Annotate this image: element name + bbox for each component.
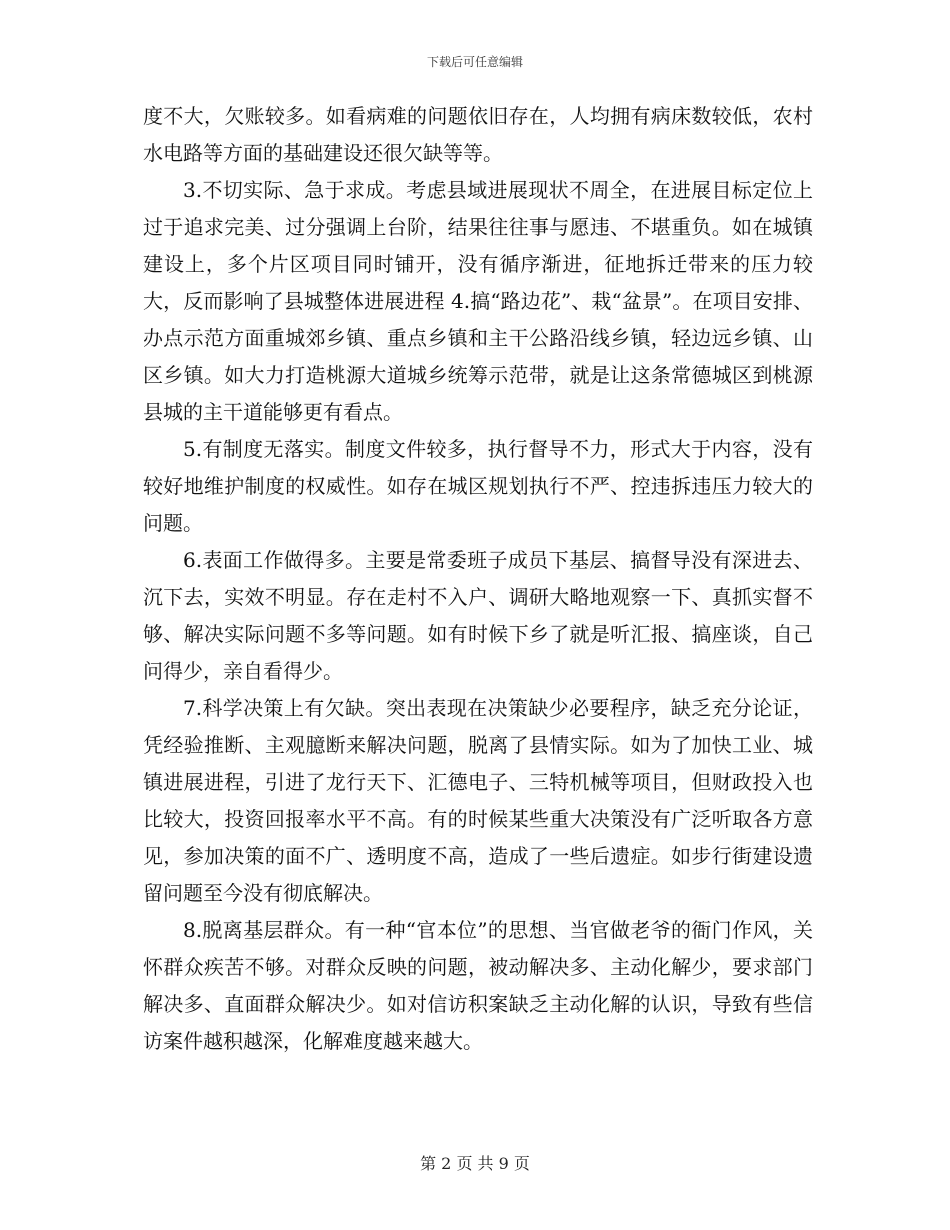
- page-number: 第 2 页 共 9 页: [420, 1154, 530, 1173]
- paragraph-item-8: 8.脱离基层群众。有一种“官本位”的思想、当官做老爷的衙门作风，关怀群众疾苦不够。对群众反映的问题，被动解决多、主动化解少，要求部门解决多、直面群众解决少。如对信访积案缺乏主动化解的认识，导致有些信访案件越积越深，化解难度越来越大。: [143, 918, 813, 1053]
- page-header-note: 下载后可任意编辑: [426, 55, 523, 69]
- paragraph-continuation: 度不大，欠账较多。如看病难的问题依旧存在，人均拥有病床数较低，农村水电路等方面的基础建设还很欠缺等等。: [143, 104, 813, 165]
- paragraph-item-6: 6.表面工作做得多。主要是常委班子成员下基层、搞督导没有深进去、沉下去，实效不明显。存在走村不入户、调研大略地观察一下、真抓实督不够、解决实际问题不多等问题。如有时候下乡了就是听汇报、搞座谈，自己问得少，亲自看得少。: [143, 548, 813, 683]
- paragraph-item-5: 5.有制度无落实。制度文件较多，执行督导不力，形式大于内容，没有较好地维护制度的权威性。如存在城区规划执行不严、控违拆违压力较大的问题。: [143, 437, 813, 535]
- document-body: [143, 98, 813, 1060]
- paragraph-item-7: 7.科学决策上有欠缺。突出表现在决策缺少必要程序，缺乏充分论证，凭经验推断、主观臆断来解决问题，脱离了县情实际。如为了加快工业、城镇进展进程，引进了龙行天下、汇德电子、三特机械等项目，但财政投入也比较大，投资回报率水平不高。有的时候某些重大决策没有广泛听取各方意见，参加决策的面不广、透明度不高，造成了一些后遗症。如步行街建设遗留问题至今没有彻底解决。: [143, 696, 813, 905]
- paragraph-item-3: 3.不切实际、急于求成。考虑县域进展现状不周全，在进展目标定位上过于追求完美、过分强调上台阶，结果往往事与愿违、不堪重负。如在城镇建设上，多个片区项目同时铺开，没有循序渐进，征地拆迁带来的压力较大，反而影响了县城整体进展进程 4.搞“路边花”、栽“盆景”。在项目安排、办点示范方面重城郊乡镇、重点乡镇和主干公路沿线乡镇，轻边远乡镇、山区乡镇。如大力打造桃源大道城乡统筹示范带，就是让这条常德城区到桃源县城的主干道能够更有看点。: [143, 178, 813, 424]
